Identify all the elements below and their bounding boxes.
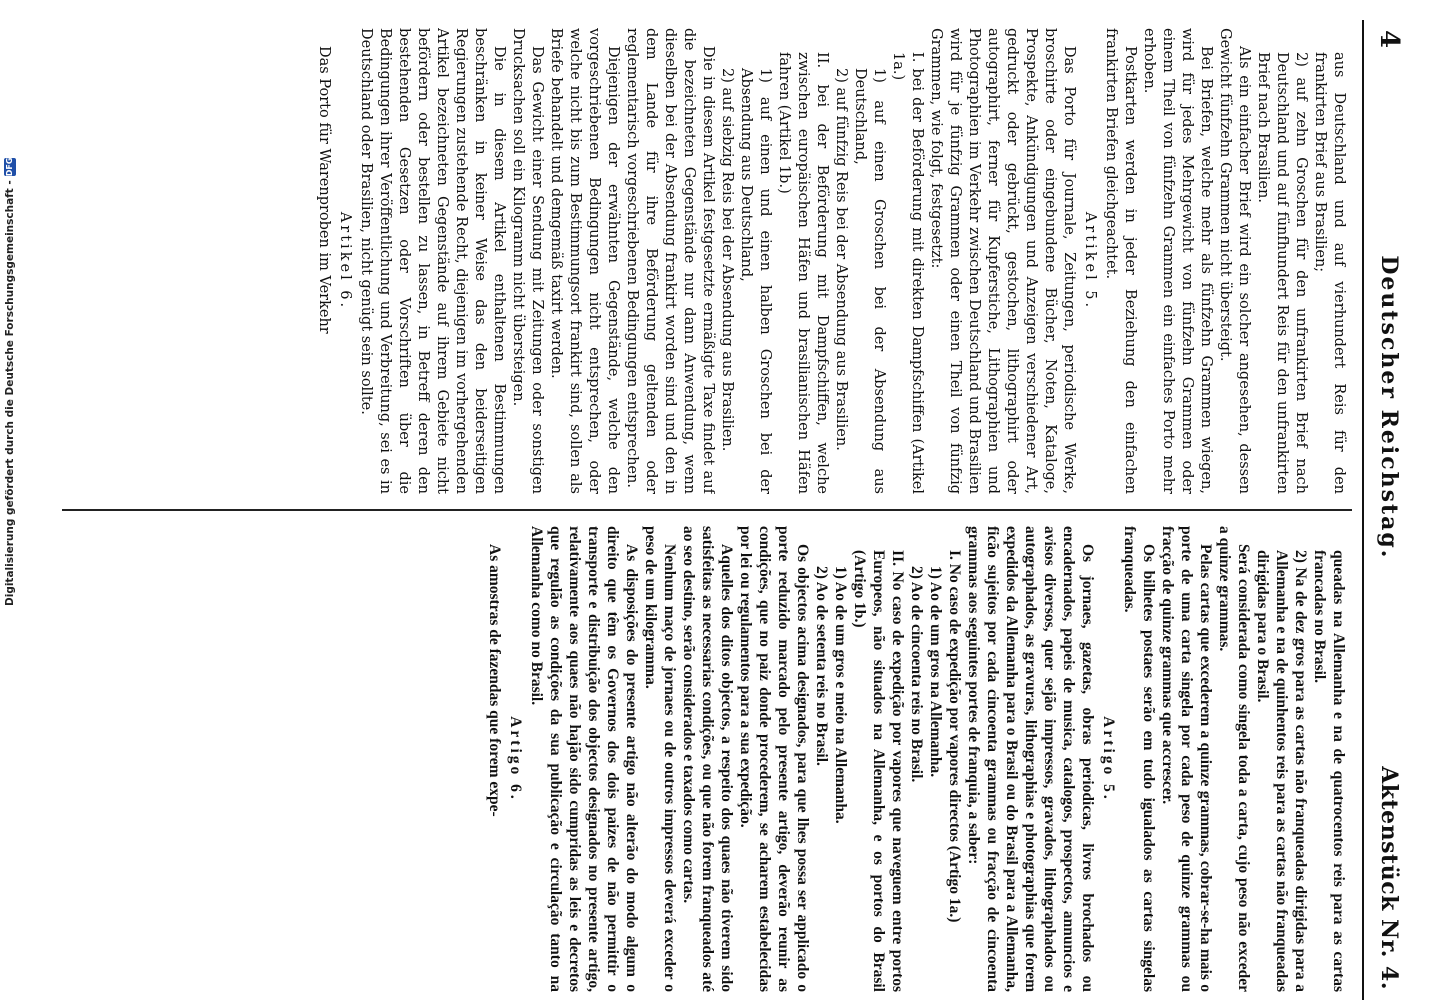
text-paragraph: 2) Na de dez gros para as cartas não franqueadas dirigidas para a Allemanha e na de quinhentos reis para as cartas não franqueadas dirigidas para o Brasil. xyxy=(1254,550,1309,992)
text-paragraph: 1) auf einen und einen halben Groschen bei der Absendung aus Deutschland, xyxy=(738,68,773,494)
text-paragraph: As disposições do presente artigo não alterão do modo algum o direito que têm os Governos dos dois paizes de não permittir o transporte e distribuição dos objectos designados no presente artigo, relativamente aos quaes não hajão sido cumpridas as leis e decretos que regulão as condições da sua publicação e circulação tanto na Allemanha como no Brasil. xyxy=(528,526,640,992)
rotated-page xyxy=(30,20,1412,1000)
text-paragraph: 2) auf fünfzig Reis bei der Absendung aus Brasilien. xyxy=(833,68,849,451)
text-paragraph: II. bei der Beförderung mit Dampfschiffen, welche zwischen europäischen Häfen und brasilianischen Häfen fahren (Artikel 1b.) xyxy=(776,52,830,494)
portuguese-text-column xyxy=(48,526,1348,992)
text-paragraph: I. bei der Beförderung mit direkten Dampfschiffen (Artikel 1a.) xyxy=(890,52,925,494)
article-heading: Artigo 5. xyxy=(1100,716,1117,802)
text-paragraph: 1) Ao de um gros na Allemanha. xyxy=(927,566,944,778)
article-heading: Artigo 6. xyxy=(507,716,524,802)
digitization-credit xyxy=(2,157,18,606)
text-paragraph: II. No caso de expedição por vapores que naveguem entre portos Europeos, não situados na Allemanha, e os portos do Brasil (Artigo 1b.) xyxy=(851,550,906,992)
article-heading: Artikel 6. xyxy=(337,211,353,311)
text-paragraph: Als ein einfacher Brief wird ein solcher angesehen, dessen Gewicht fünfzehn Grammen nicht übersteigt. xyxy=(1217,28,1252,494)
text-paragraph: Nenhum maço de jornaes ou de outros impressos deverá exceder o peso de um kilogramma. xyxy=(642,526,678,992)
text-paragraph: Diejenigen der erwähnten Gegenstände, welche den vorgeschriebenen Bedingungen nicht entsprechen, oder welche nicht bis zum Bestimmungsort frankirt sind, sollen als Briefe behandelt und demgemäß taxirt werden. xyxy=(548,28,621,494)
article-heading: Artikel 5. xyxy=(1082,211,1098,311)
text-paragraph: Os jornaes, gazetas, obras periodicas, livros brochados ou encadernados, papeis de musica, catalogos, prospectos, annuncios e avisos diversos, quer sejão impressos, gravados, lithographados ou autographados, as gravuras, lithographias e photographias que forem expedidos da Allemanha para o Brasil ou do Brasil para a Allemanha, ficão sujeitos por cada cincoenta grammas ou fracção de cincoenta grammas aos seguintes portes de franquia, a saber: xyxy=(965,526,1096,992)
text-paragraph: 2) auf zehn Groschen für den unfrankirten Brief nach Deutschland und auf fünfhundert Reis für den unfrankirten Brief nach Brasilien. xyxy=(1255,52,1309,494)
text-paragraph: Aquelles dos ditos objectos, a respeito dos quaes não tiverem sido satisfeitas as necessarias condições, ou que não forem franqueados até ao seo destino, serão considerados e taxados como cartas. xyxy=(680,526,735,992)
text-paragraph: Postkarten werden in jeder Beziehung den einfachen frankirten Briefen gleichgeachtet. xyxy=(1103,28,1138,494)
text-paragraph: 1) Ao de um gros e meio na Allemanha. xyxy=(832,566,849,824)
text-paragraph: Os bilhetes postaes serão em tudo igualados as cartas singelas franqueadas. xyxy=(1121,526,1157,992)
text-paragraph: As amostras de fazendas que forem expe- xyxy=(486,544,503,817)
text-paragraph: Die in diesem Artikel festgesetzte ermäßigte Taxe findet auf die bezeichneten Gegenstände nur dann Anwendung, wenn dieselben bei der Absendung frankirt worden sind und den in dem Lande für ihre Beförderung geltenden oder reglementarisch vorgeschriebenen Bedingungen entsprechen. xyxy=(624,28,716,494)
german-text-column xyxy=(48,28,1348,494)
text-paragraph: 2) auf siebzig Reis bei der Absendung aus Brasilien. xyxy=(719,68,735,452)
text-paragraph: Pelas cartas que excederem a quinze grammas, cobrar-se-ha mais o porte de uma carta singela por cada peso de quinze grammas ou fracção de quinze grammas que accrescer. xyxy=(1159,526,1214,992)
text-paragraph: queadas na Allemanha e na de quatrocentos reis para as cartas francadas no Brasil. xyxy=(1311,550,1347,992)
page-number: 4 xyxy=(1374,30,1404,49)
header-rule xyxy=(1362,20,1364,1000)
text-paragraph: Die in diesem Artikel enthaltenen Bestimmungen beschränken in keiner Weise das den beiderseitigen Regierungen zustehende Recht, diejenigen im vorhergehenden Artikel bezeichneten Gegenstände auf ihrem Gebiete nicht befördern oder bestellen zu lassen, in Betreff deren den bestehenden Gesetzen oder Vorschriften über die Bedingungen ihrer Veröffentlichung und Verbreitung, sei es in Deutschland oder Brasilien, nicht genügt sein sollte. xyxy=(358,28,507,494)
credit-text: Digitalisierung gefördert durch die Deutsche Forschungsgemeinschaft - xyxy=(4,180,16,606)
document-number: Aktenstück Nr. 4. xyxy=(1376,766,1402,990)
text-paragraph: Das Porto für Journale, Zeitungen, periodische Werke, broschirte oder eingebundene Bücher, Noten, Kataloge, Prospekte, Ankündigungen und Anzeigen verschiedener Art, gedruckt oder gebrückt, gestochen, lithographirt oder autographirt, ferner für Kupferstiche, Lithographien und Photographien im Verkehr zwischen Deutschland und Brasilien wird für je fünfzig Grammen oder einen Theil von fünfzig Grammen, wie folgt, festgesetzt: xyxy=(928,28,1077,494)
text-paragraph: Os objectos acima designados, para que lhes possa ser applicado o porte reduzido marcado pelo presente artigo, deverão reunir as condições, que no paiz donde procederem, se acharem estabelecidas por lei ou regulamentos para a sua expedição. xyxy=(737,526,811,992)
text-paragraph: Será considerada como singela toda a carta, cujo peso não exceder a quinze grammas. xyxy=(1216,526,1252,992)
text-paragraph: 2) Ao de cincoenta reis no Brasil. xyxy=(908,566,925,783)
page-header xyxy=(1366,20,1412,1000)
column-divider xyxy=(62,509,1352,511)
text-paragraph: aus Deutschland und auf vierhundert Reis für den frankirten Brief aus Brasilien; xyxy=(1312,52,1347,494)
text-paragraph: Bei Briefen, welche mehr als fünfzehn Grammen wiegen, wird für jedes Mehrgewicht von fünfzehn Grammen oder einem Theil von fünfzehn Grammen ein einfaches Porto mehr erhoben. xyxy=(1141,28,1214,494)
text-paragraph: 2) Ao de setenta reis no Brasil. xyxy=(813,566,830,766)
text-paragraph: 1) auf einen Groschen bei der Absendung aus Deutschland, xyxy=(852,68,887,494)
text-paragraph: Das Gewicht einer Sendung mit Zeitungen oder sonstigen Drucksachen soll ein Kilogramm nicht übersteigen. xyxy=(510,28,545,494)
publication-title: Deutscher Reichstag. xyxy=(1376,255,1402,560)
dfg-logo: DFG xyxy=(5,157,14,177)
text-paragraph: I. No caso de expedição por vapores directos (Artigo 1a.) xyxy=(946,550,963,923)
text-paragraph: Das Porto für Warenproben im Verkehr xyxy=(316,46,332,334)
